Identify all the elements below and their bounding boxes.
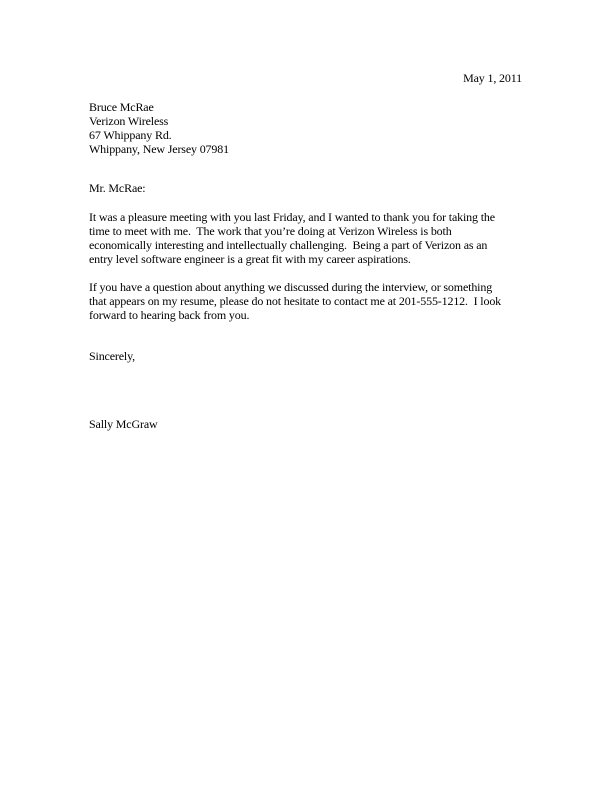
recipient-company: Verizon Wireless bbox=[89, 114, 169, 128]
paragraph-line: that appears on my resume, please do not hesitate to contact me at 201-555-1212. I look bbox=[89, 294, 502, 308]
signature: Sally McGraw bbox=[89, 417, 158, 431]
recipient-city-state-zip: Whippany, New Jersey 07981 bbox=[89, 142, 229, 156]
paragraph-line: economically interesting and intellectually challenging. Being a part of Verizon as an bbox=[89, 238, 488, 252]
recipient-name: Bruce McRae bbox=[89, 100, 154, 114]
letter-date: May 1, 2011 bbox=[463, 71, 522, 85]
paragraph-line: It was a pleasure meeting with you last Friday, and I wanted to thank you for taking the bbox=[89, 210, 495, 224]
paragraph-line: If you have a question about anything we discussed during the interview, or something bbox=[89, 280, 493, 294]
closing: Sincerely, bbox=[89, 349, 136, 363]
recipient-street: 67 Whippany Rd. bbox=[89, 128, 172, 142]
paragraph-line: entry level software engineer is a great fit with my career aspirations. bbox=[89, 252, 411, 266]
paragraph-line: time to meet with me. The work that you’re doing at Verizon Wireless is both bbox=[89, 224, 452, 238]
paragraph-line: forward to hearing back from you. bbox=[89, 308, 250, 322]
salutation: Mr. McRae: bbox=[89, 181, 146, 195]
